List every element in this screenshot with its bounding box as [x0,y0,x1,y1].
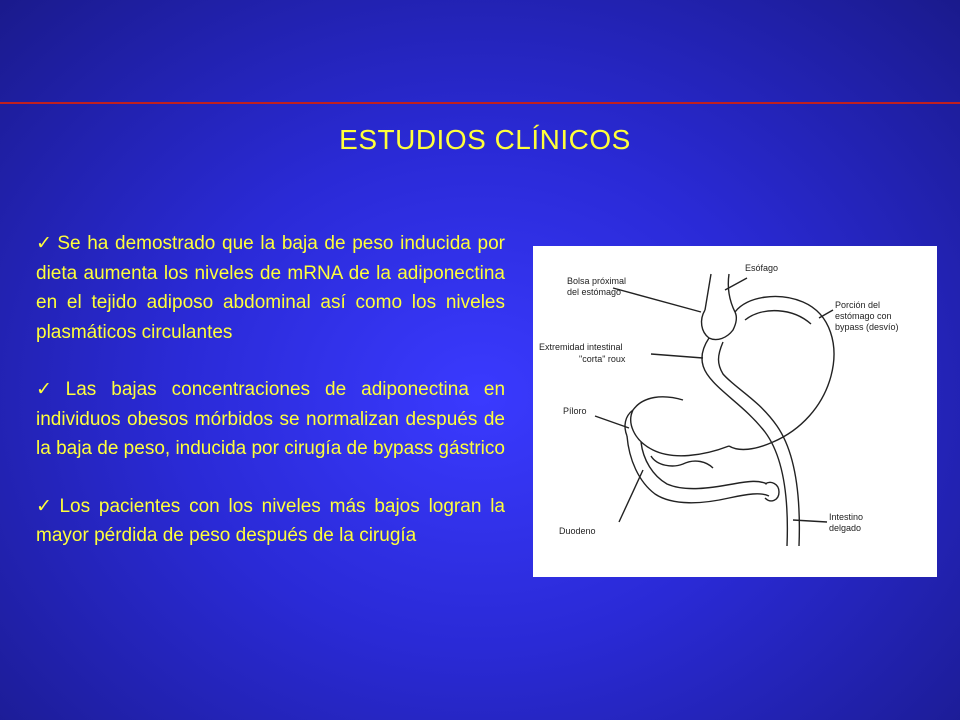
gastric-bypass-diagram [533,246,937,577]
label-extremidad-1: Extremidad intestinal [539,342,623,352]
label-bolsa-1: Bolsa próximal [567,276,627,286]
bullet-text: Las bajas concentraciones de adiponectina en individuos obesos mórbidos se normalizan después de la baja de peso, inducida por cirugía de bypass gástrico [36,379,506,459]
checkmark-icon: ✓ [36,379,62,400]
bullet-item [36,229,505,347]
bullet-item [36,375,505,464]
label-bolsa-2: del estómago [567,287,622,297]
label-esofago: Esófago [745,263,779,273]
label-piloro: Píloro [563,406,587,416]
bullet-text: Los pacientes con los niveles más bajos logran la mayor pérdida de peso después de la cirugía [36,495,505,546]
label-porcion-1: Porción del [835,300,881,310]
checkmark-icon: ✓ [36,233,54,254]
label-porcion-3: bypass (desvío) [835,322,899,332]
header-divider [0,102,960,104]
slide-title: ESTUDIOS CLÍNICOS [339,124,631,155]
label-intestino-1: Intestino [829,512,864,522]
label-intestino-2: delgado [829,523,862,533]
bullet-item [36,492,505,551]
label-duodeno: Duodeno [559,526,596,536]
label-extremidad-2: "corta" roux [579,354,626,364]
bullet-list [36,229,505,579]
bullet-text: Se ha demostrado que la baja de peso inducida por dieta aumenta los niveles de mRNA de la adiponectina en el tejido adiposo abdominal así como los niveles plasmáticos circulantes [36,233,506,343]
label-porcion-2: estómago con [835,311,892,321]
checkmark-icon: ✓ [36,495,56,517]
